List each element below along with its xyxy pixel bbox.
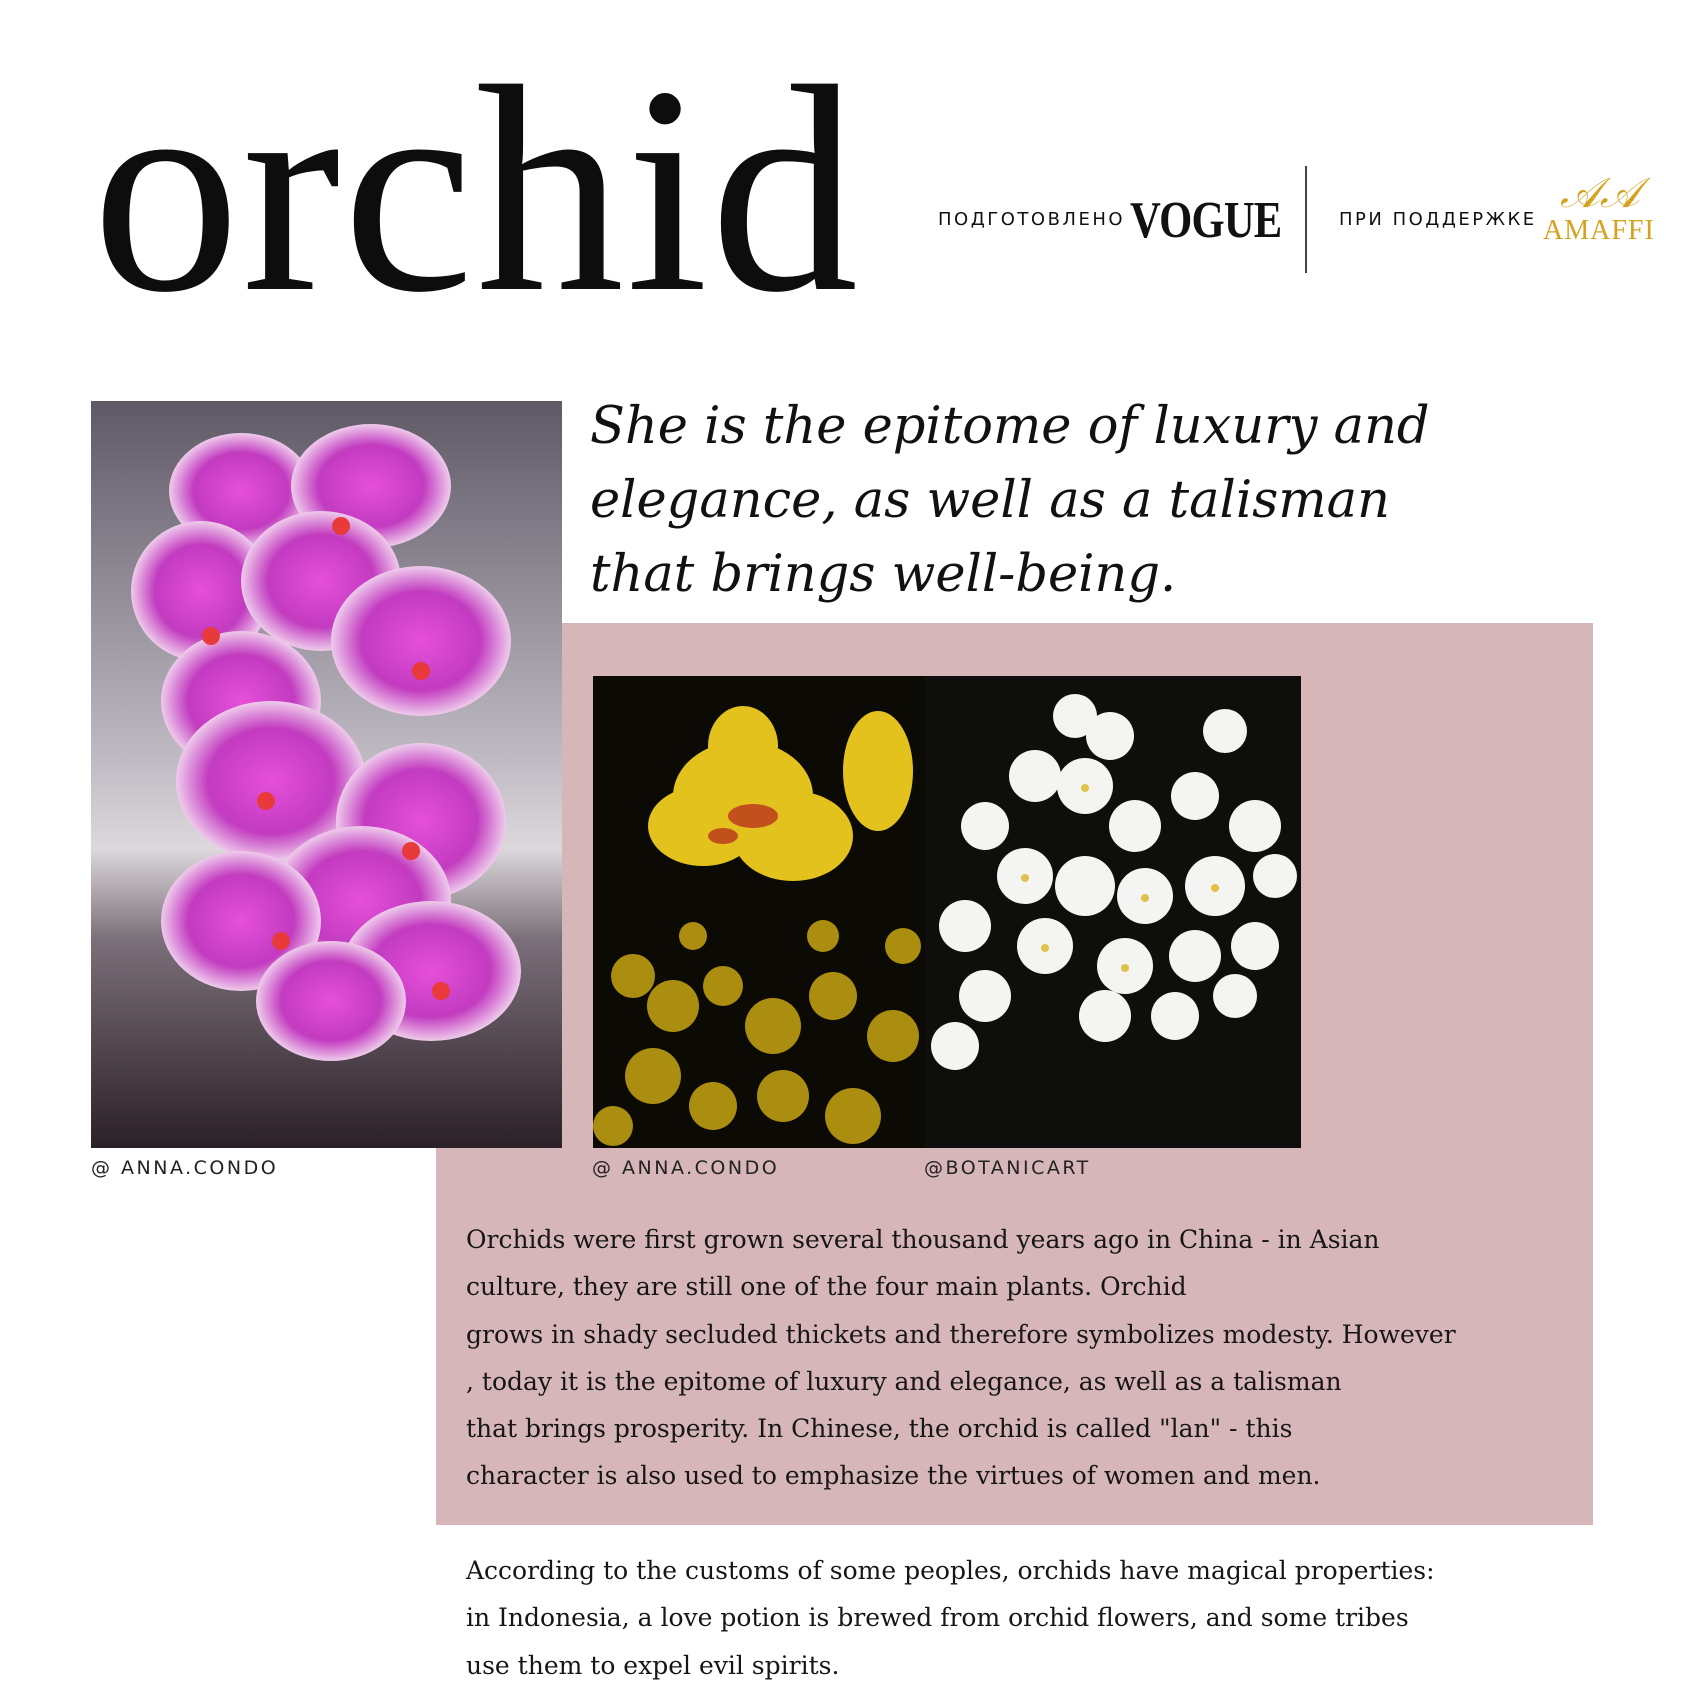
amaffi-logo: AMAFFI	[1543, 215, 1655, 246]
amaffi-monogram-icon: 𝒜𝒜	[1560, 171, 1640, 217]
paragraph-line: culture, they are still one of the four main plants. Orchid	[466, 1272, 1187, 1302]
yellow-orchid-photo	[593, 676, 925, 1148]
header-divider	[1305, 166, 1307, 273]
paragraph-line: that brings prosperity. In Chinese, the orchid is called "lan" - this	[466, 1414, 1293, 1444]
paragraph-line: use them to expel evil spirits.	[466, 1650, 840, 1680]
supported-by-label: ПРИ ПОДДЕРЖКЕ	[1339, 209, 1537, 230]
purple-orchid-photo	[91, 401, 562, 1148]
paragraph-line: character is also used to emphasize the virtues of women and men.	[466, 1461, 1321, 1491]
photo-caption: @BOTANICART	[924, 1157, 1091, 1179]
body-paragraph	[466, 1216, 1456, 1500]
photo-caption: @ ANNA.CONDO	[592, 1157, 780, 1179]
body-paragraph	[466, 1547, 1435, 1689]
paragraph-line: According to the customs of some peoples, orchids have magical properties:	[466, 1556, 1435, 1585]
page-title: orchid	[92, 26, 861, 354]
quote-line: She is the epitome of luxury and	[590, 397, 1430, 456]
photo-caption: @ ANNA.CONDO	[91, 1157, 279, 1179]
vogue-logo: VOGUE	[1130, 192, 1282, 249]
pull-quote	[590, 390, 1430, 612]
paragraph-line: grows in shady secluded thickets and therefore symbolizes modesty. However	[466, 1319, 1456, 1349]
paragraph-line: , today it is the epitome of luxury and elegance, as well as a talisman	[466, 1366, 1342, 1396]
paragraph-line: Orchids were first grown several thousand years ago in China - in Asian	[466, 1225, 1380, 1254]
paragraph-line: in Indonesia, a love potion is brewed from orchid flowers, and some tribes	[466, 1603, 1409, 1633]
quote-line: elegance, as well as a talisman	[590, 471, 1390, 530]
quote-line: that brings well-being.	[590, 545, 1177, 604]
white-orchid-photo	[925, 676, 1301, 1148]
prepared-by-label: ПОДГОТОВЛЕНО	[938, 209, 1126, 230]
